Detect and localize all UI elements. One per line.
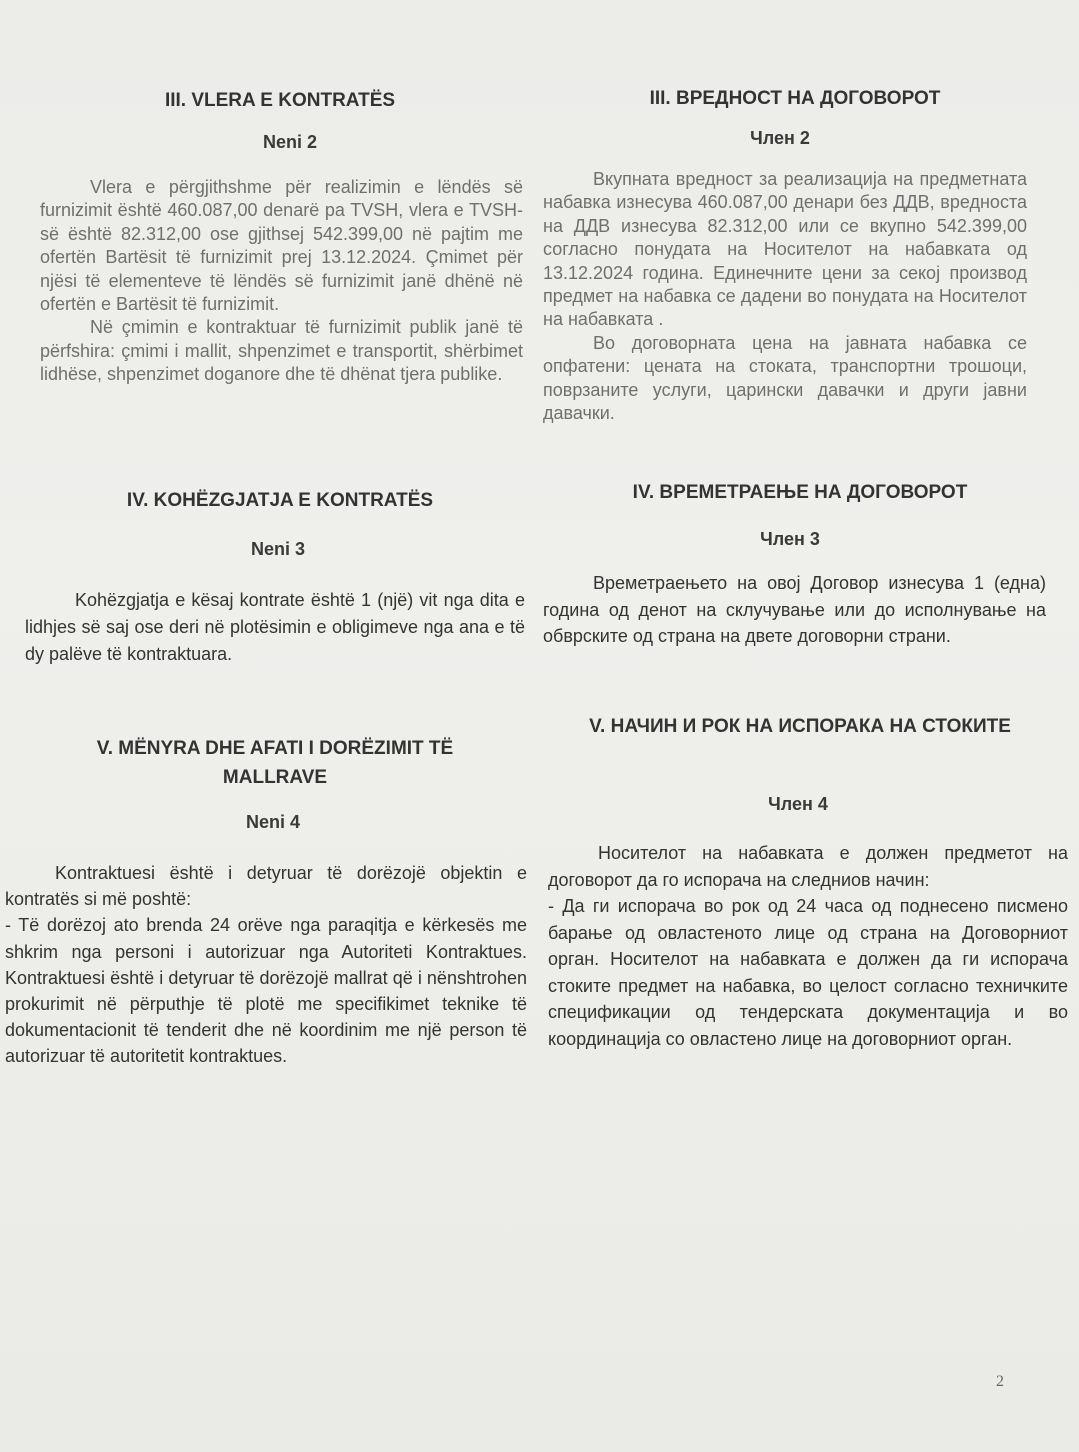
section-4-paragraph-1-al: Kohëzgjatja e kësaj kontrate është 1 (një) vit nga dita e lidhjes së saj ose deri në plotësimin e obligimeve nga ana e të dy palëve të kontraktuara.: [25, 590, 525, 664]
section-5-text-al: [5, 860, 527, 1070]
article-4-label-mk: Член 4: [768, 794, 828, 814]
section-4-text-mk: [543, 570, 1046, 650]
section-3-text-al: [40, 176, 523, 387]
section-3-paragraph-2-al: Në çmimin e kontraktuar të furnizimit publik janë të përfshira: çmimi i mallit, shpenzimet e transportit, shërbimet lidhëse, shpenzimet doganore dhe të dhënat tjera publike.: [40, 317, 523, 385]
section-5-paragraph-2-mk: - Да ги испорача во рок од 24 часа од поднесено писмено барање од овластеното лице од страна на Договорниот орган. Носителот на набавката е должен да ги испорача стоките предмет на набавка, во целост согласно техничките спецификации од тендерската документација и во координација со овластено лице на договорниот орган.: [548, 896, 1068, 1049]
article-4-label-al: Neni 4: [245, 812, 301, 832]
article-3-label-al: Neni 3: [250, 539, 306, 559]
section-5-heading-al: V. MËNYRA DHE AFATI I DORËZIMIT TË MALLRAVE: [96, 738, 454, 788]
section-4-paragraph-1-mk: Времетраењето на овој Договор изнесува 1 (една) година од денот на склучување или до исполнување на обврските од страна на двете договорни страни.: [543, 573, 1046, 646]
section-3-paragraph-1-al: Vlera e përgjithshme për realizimin e lëndës së furnizimit është 460.087,00 denarë pa TVSH, vlera e TVSH-së është 82.312,00 ose gjithsej 542.399,00 në pajtim me ofertën Bartësit të furnizimit prej 13.12.2024. Çmimet për njësi të elementeve të lëndës së furnizimit janë dhënë në ofertën e Bartësit të furnizimit.: [40, 177, 523, 315]
section-4-text-al: [25, 587, 525, 668]
section-3-heading-al: III. VLERA E KONTRATËS: [164, 90, 396, 111]
section-3-paragraph-1-mk: Вкупната вредност за реализација на предметната набавка изнесува 460.087,00 денари без ДДВ, вредноста на ДДВ изнесува 82.312,00 или се вкупно 542.399,00 согласно понудата на Носителот на набавката од 13.12.2024 година. Единечните цени за секој производ предмет на набавка се дадени во понудата на Носителот на набавката .: [543, 169, 1027, 330]
section-4-heading-mk: IV. ВРЕМЕТРАЕЊЕ НА ДОГОВОРОТ: [632, 482, 968, 503]
section-3-paragraph-2-mk: Во договорната цена на јавната набавка се опфатени: цената на стоката, транспортни трошоци, поврзаните услуги, царински давачки и други јавни давачки.: [543, 332, 1027, 424]
section-5-text-mk: [548, 840, 1068, 1052]
section-4-heading-al: IV. KOHËZGJATJA E KONTRATËS: [126, 490, 434, 511]
section-3-text-mk: [543, 168, 1027, 425]
article-2-label-mk: Член 2: [750, 128, 810, 148]
section-5-heading-mk: V. НАЧИН И РОК НА ИСПОРАКА НА СТОКИТЕ: [589, 716, 1011, 737]
section-5-paragraph-1-mk: Носителот на набавката е должен предметот на договорот да го испорача на следниов начин:: [548, 843, 1068, 890]
section-5-paragraph-2-al: - Të dorëzoj ato brenda 24 orëve nga paraqitja e kërkesës me shkrim nga personi i autorizuar nga Autoriteti Kontraktues. Kontraktuesi është i detyruar të dorëzojë mallrat që i nënshtrohen prokurimit në përputhje të plotë me specifikimet teknike të dokumentacionit të tenderit dhe në koordinim me një person të autorizuar të autoritetit kontraktues.: [5, 915, 527, 1067]
article-3-label-mk: Член 3: [760, 529, 820, 549]
section-5-paragraph-1-al: Kontraktuesi është i detyruar të dorëzojë objektin e kontratës si më poshtë:: [5, 863, 527, 910]
page-number: 2: [996, 1373, 1004, 1390]
section-3-heading-mk: III. ВРЕДНОСТ НА ДОГОВОРОТ: [649, 88, 941, 109]
article-2-label-al: Neni 2: [262, 132, 318, 152]
